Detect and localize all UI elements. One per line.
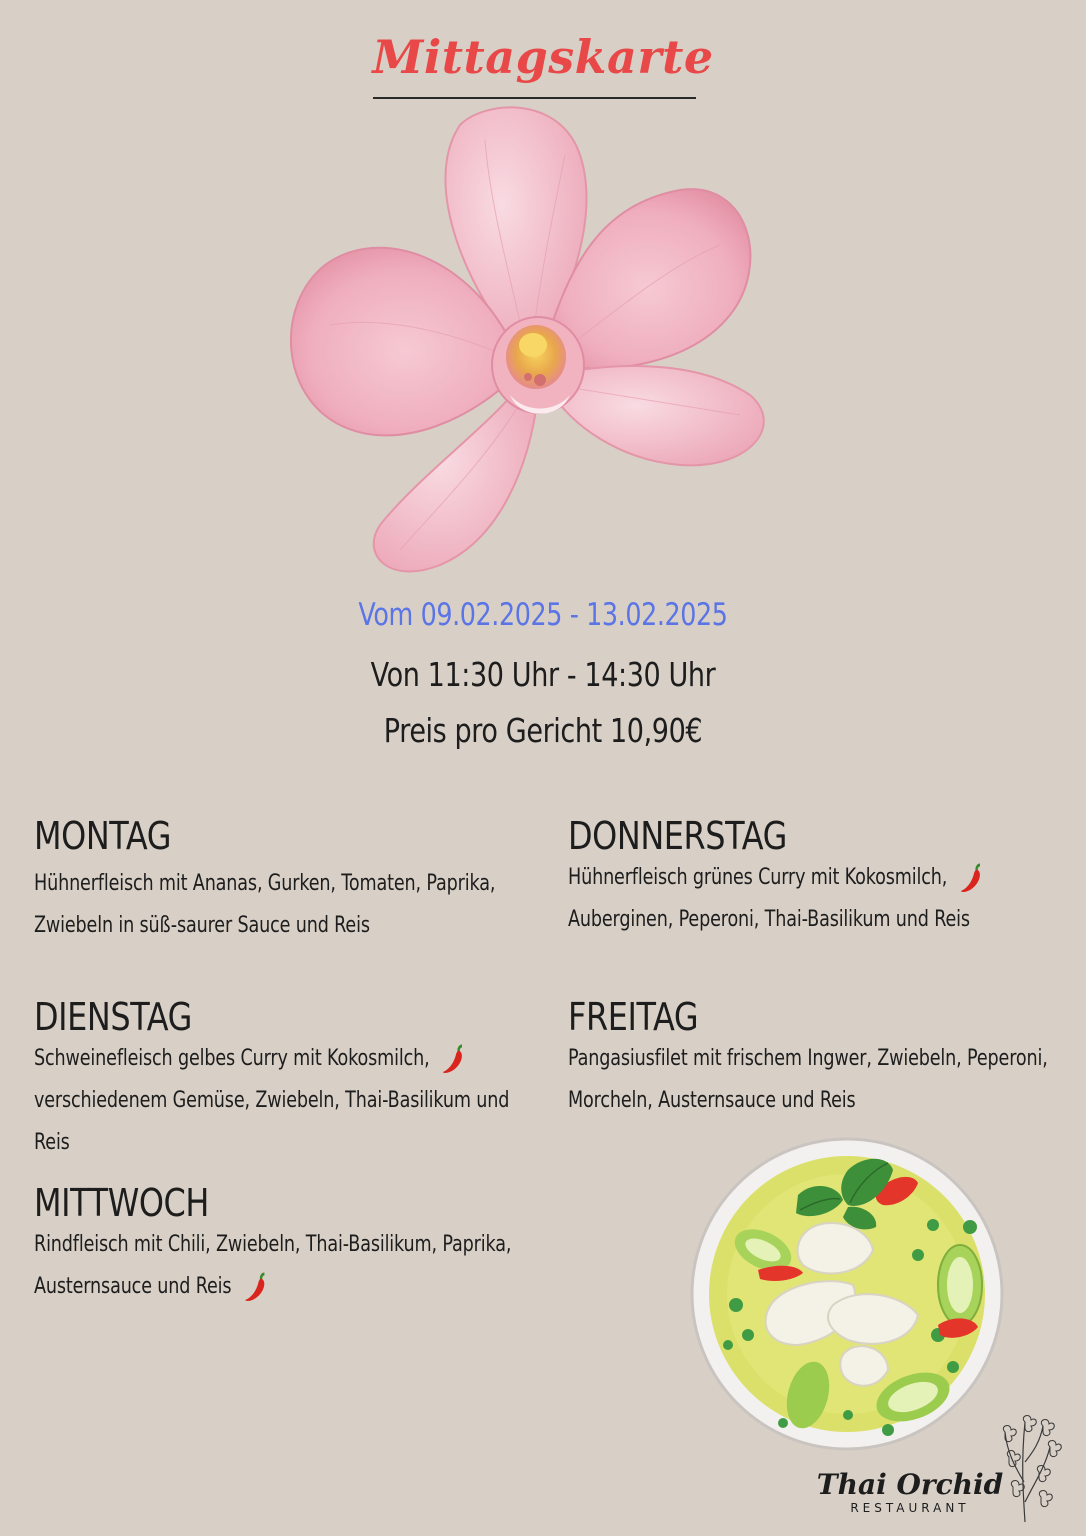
menu-title: Mittagskarte xyxy=(372,30,714,84)
day-heading: DONNERSTAG xyxy=(568,814,787,858)
price-per-dish: Preis pro Gericht 10,90€ xyxy=(383,711,703,750)
day-thursday xyxy=(568,815,1086,941)
date-range: Vom 09.02.2025 - 13.02.2025 xyxy=(358,597,728,633)
dish-description xyxy=(34,1224,546,1308)
dish-line-text: Hühnerfleisch grünes Curry mit Kokosmilch, xyxy=(568,865,948,890)
dish-description xyxy=(34,1038,546,1164)
dish-description xyxy=(34,863,546,947)
restaurant-logo-subtitle: RESTAURANT xyxy=(850,1501,970,1515)
restaurant-logo-name: Thai Orchid xyxy=(816,1468,1004,1501)
orchid-flower-illustration xyxy=(270,95,790,590)
dish-line: Pangasiusfilet mit frischem Ingwer, Zwiebeln, Peperoni, xyxy=(568,1046,1048,1071)
dish-line: Zwiebeln in süß-saurer Sauce und Reis xyxy=(34,913,370,938)
opening-hours: Von 11:30 Uhr - 14:30 Uhr xyxy=(370,655,716,694)
day-monday xyxy=(34,815,574,947)
day-tuesday xyxy=(34,996,574,1164)
day-heading: MITTWOCH xyxy=(34,1181,210,1225)
dish-line: verschiedenem Gemüse, Zwiebeln, Thai-Basilikum und xyxy=(34,1088,510,1113)
dish-line-text: Schweinefleisch gelbes Curry mit Kokosmilch, xyxy=(34,1046,430,1071)
dish-description xyxy=(568,1038,1064,1122)
day-wednesday xyxy=(34,1182,574,1308)
day-heading: DIENSTAG xyxy=(34,995,192,1039)
dish-description xyxy=(568,857,1048,941)
day-friday xyxy=(568,996,1086,1122)
green-curry-bowl-illustration xyxy=(688,1135,1006,1453)
chili-pepper-icon xyxy=(958,861,985,895)
day-heading: MONTAG xyxy=(34,814,172,858)
dish-line: Reis xyxy=(34,1130,70,1155)
dish-line xyxy=(34,1266,546,1308)
dish-line: Morcheln, Austernsauce und Reis xyxy=(568,1088,856,1113)
dish-line: Rindfleisch mit Chili, Zwiebeln, Thai-Basilikum, Paprika, xyxy=(34,1232,512,1257)
day-heading: FREITAG xyxy=(568,995,699,1039)
dish-line: Hühnerfleisch mit Ananas, Gurken, Tomaten, Paprika, xyxy=(34,871,496,896)
dish-line: Auberginen, Peperoni, Thai-Basilikum und Reis xyxy=(568,907,970,932)
dish-line xyxy=(34,1038,546,1080)
chili-pepper-icon xyxy=(441,1042,468,1076)
chili-pepper-icon xyxy=(243,1270,270,1304)
dish-line-text: Austernsauce und Reis xyxy=(34,1274,232,1299)
dish-line xyxy=(568,857,1048,899)
